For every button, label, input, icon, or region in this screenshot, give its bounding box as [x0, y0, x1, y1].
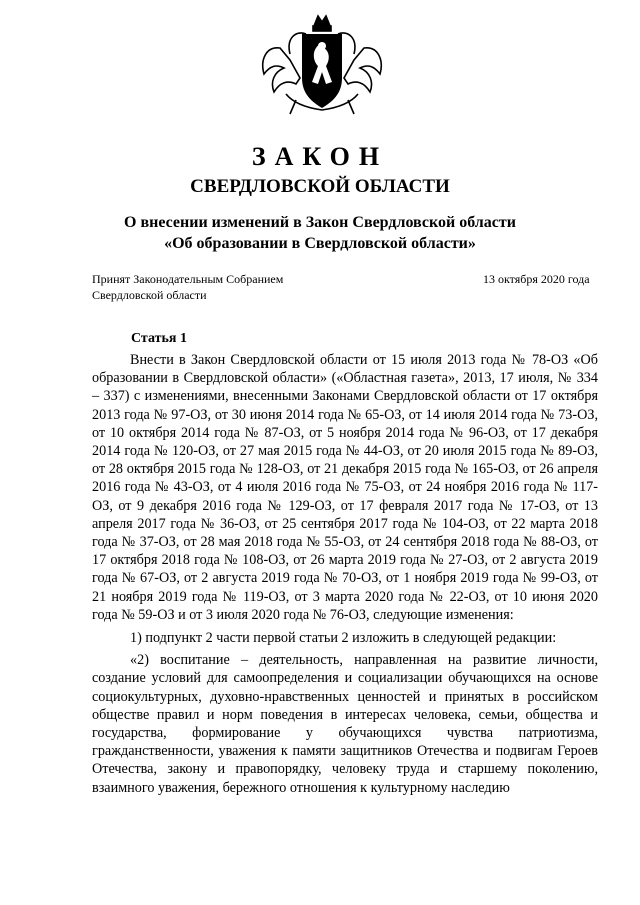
law-title: ЗАКОН: [251, 142, 389, 171]
adoption-body-line1: Принят Законодательным Собранием: [92, 272, 284, 286]
amendment-quote: «2) воспитание – деятельность, направленная на развитие личности, создание условий для самоопределения и социализации обучающихся на основе социокультурных, духовно-нравственных ценностей и принятых в российском обществе правил и норм поведения в интересах человека, семьи, общества и государства, формирование у обучающихся чувства патриотизма, гражданственности, уважения к памяти защитников Отечества и подвигам Героев Отечества, закону и правопорядку, человеку труда и старшему поколению, взаимного уважения, бережного отношения к культурному наследию: [92, 652, 598, 796]
adoption-body-line2: Свердловской области: [92, 288, 207, 302]
article-body: [92, 351, 598, 797]
article-intro-paragraph: Внести в Закон Свердловской области от 15 июля 2013 года № 78-ОЗ «Об образовании в Свердловской области» («Областная газета», 2013, 17 июля, № 334 – 337) с изменениями, внесенными Законами Свердловской области от 17 октября 2013 года № 97-ОЗ, от 30 июня 2014 года № 65-ОЗ, от 14 июля 2014 года № 73-ОЗ, от 10 октября 2014 года № 87-ОЗ, от 5 ноября 2014 года № 96-ОЗ, от 17 декабря 2014 года № 120-ОЗ, от 27 мая 2015 года № 44-ОЗ, от 20 июля 2015 года № 89-ОЗ, от 28 октября 2015 года № 128-ОЗ, от 21 декабря 2015 года № 165-ОЗ, от 26 апреля 2016 года № 43-ОЗ, от 4 июля 2016 года № 75-ОЗ, от 24 ноября 2016 года № 117-ОЗ, от 9 декабря 2016 года № 129-ОЗ, от 17 февраля 2017 года № 17-ОЗ, от 13 апреля 2017 года № 36-ОЗ, от 25 сентября 2017 года № 104-ОЗ, от 22 марта 2018 года № 37-ОЗ, от 28 мая 2018 года № 55-ОЗ, от 24 сентября 2018 года № 88-ОЗ, от 17 октября 2018 года № 108-ОЗ, от 26 марта 2019 года № 27-ОЗ, от 2 августа 2019 года № 67-ОЗ, от 2 августа 2019 года № 70-ОЗ, от 1 ноября 2019 года № 99-ОЗ, от 21 ноября 2019 года № 119-ОЗ, от 3 марта 2020 года № 22-ОЗ, от 10 июня 2020 года № 59-ОЗ и от 3 июля 2020 года № 76-ОЗ, следующие изменения:: [92, 352, 598, 623]
amendment-item-1: 1) подпункт 2 части первой статьи 2 изложить в следующей редакции:: [130, 630, 557, 647]
adoption-body: [92, 271, 283, 303]
law-subtitle: СВЕРДЛОВСКОЙ ОБЛАСТИ: [190, 176, 450, 197]
coat-of-arms-icon: [256, 8, 388, 120]
law-heading-line2: «Об образовании в Свердловской области»: [164, 235, 476, 252]
adoption-date: 13 октября 2020 года: [483, 272, 590, 286]
law-heading-line1: О внесении изменений в Закон Свердловской области: [124, 214, 516, 231]
article-heading: Статья 1: [131, 331, 187, 346]
